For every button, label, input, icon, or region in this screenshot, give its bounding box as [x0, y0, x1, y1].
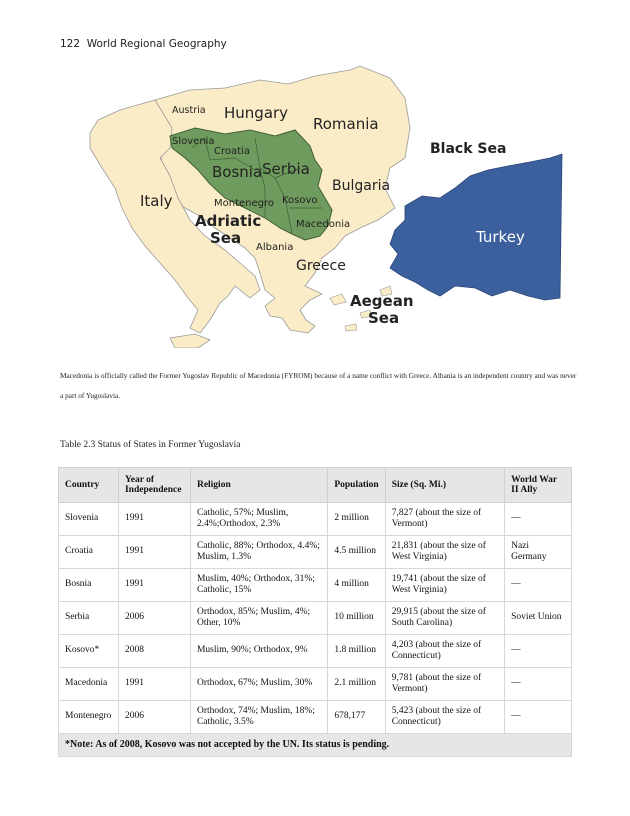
- cell-ally: —: [505, 503, 572, 536]
- table-row: [59, 668, 572, 701]
- cell-country: Bosnia: [59, 569, 119, 602]
- cell-population: 4 million: [328, 569, 385, 602]
- cell-religion: Orthodox, 67%; Muslim, 30%: [190, 668, 327, 701]
- map-label-adriatic-sea: Sea: [210, 229, 242, 247]
- cell-ally: —: [505, 569, 572, 602]
- cell-religion: Orthodox, 85%; Muslim, 4%; Other, 10%: [190, 602, 327, 635]
- cell-religion: Catholic, 88%; Orthodox, 4.4%; Muslim, 1.3%: [190, 536, 327, 569]
- map-label-turkey: Turkey: [476, 228, 525, 246]
- cell-size: 29,915 (about the size of South Carolina): [385, 602, 504, 635]
- cell-ally: —: [505, 668, 572, 701]
- header-ally: World War II Ally: [505, 468, 572, 503]
- cell-ally: —: [505, 635, 572, 668]
- cell-country: Macedonia: [59, 668, 119, 701]
- map-label-austria: Austria: [172, 105, 206, 116]
- map-label-croatia: Croatia: [214, 146, 250, 157]
- map-label-aegean-sea: Sea: [368, 309, 400, 327]
- cell-religion: Orthodox, 74%; Muslim, 18%; Catholic, 3.5%: [190, 701, 327, 734]
- page-header: [60, 38, 227, 50]
- cell-ally: Nazi Germany: [505, 536, 572, 569]
- cell-size: 4,203 (about the size of Connecticut): [385, 635, 504, 668]
- cell-country: Croatia: [59, 536, 119, 569]
- map-caption: Macedonia is officially called the Former Yugoslav Republic of Macedonia (FYROM) because of a name conflict with Greece. Albania is an independent country and was never a part of Yugoslavia.: [60, 371, 577, 400]
- cell-ally: Soviet Union: [505, 602, 572, 635]
- cell-year: 2006: [118, 602, 190, 635]
- cell-population: 2 million: [328, 503, 385, 536]
- cell-year: 2006: [118, 701, 190, 734]
- cell-country: Montenegro: [59, 701, 119, 734]
- table-row: [59, 569, 572, 602]
- cell-population: 4.5 million: [328, 536, 385, 569]
- cell-religion: Catholic, 57%; Muslim, 2.4%;Orthodox, 2.3%: [190, 503, 327, 536]
- cell-population: 1.8 million: [328, 635, 385, 668]
- map-label-slovenia: Slovenia: [172, 136, 215, 147]
- header-size: Size (Sq. Mi.): [385, 468, 504, 503]
- map-label-adriatic: Adriatic: [195, 212, 262, 230]
- table-title: Table 2.3 Status of States in Former Yugoslavia: [60, 440, 241, 450]
- states-table: [58, 467, 572, 757]
- cell-year: 1991: [118, 503, 190, 536]
- table-row: [59, 536, 572, 569]
- table-header-row: [59, 468, 572, 503]
- cell-population: 10 million: [328, 602, 385, 635]
- cell-population: 2.1 million: [328, 668, 385, 701]
- map-land-turkey: [390, 154, 562, 300]
- cell-year: 1991: [118, 536, 190, 569]
- cell-year: 1991: [118, 668, 190, 701]
- page-number: 122: [60, 38, 81, 50]
- cell-population: 678,177: [328, 701, 385, 734]
- map-label-albania: Albania: [256, 242, 294, 253]
- cell-ally: —: [505, 701, 572, 734]
- table-row: [59, 503, 572, 536]
- map-label-italy: Italy: [140, 192, 173, 210]
- table-row: [59, 602, 572, 635]
- map-label-hungary: Hungary: [224, 104, 289, 122]
- map-label-romania: Romania: [313, 115, 379, 133]
- cell-year: 1991: [118, 569, 190, 602]
- book-title: World Regional Geography: [86, 38, 227, 50]
- header-population: Population: [328, 468, 385, 503]
- cell-size: 21,831 (about the size of West Virginia): [385, 536, 504, 569]
- map-label-greece: Greece: [296, 258, 346, 274]
- map-label-bosnia: Bosnia: [212, 163, 263, 181]
- map-label-kosovo: Kosovo: [282, 195, 318, 206]
- table-row: [59, 701, 572, 734]
- cell-year: 2008: [118, 635, 190, 668]
- cell-country: Slovenia: [59, 503, 119, 536]
- table-note-row: [59, 734, 572, 757]
- map-island-1: [330, 294, 346, 305]
- header-religion: Religion: [190, 468, 327, 503]
- cell-country: Serbia: [59, 602, 119, 635]
- map-label-serbia: Serbia: [262, 160, 310, 178]
- cell-size: 5,423 (about the size of Connecticut): [385, 701, 504, 734]
- table-row: [59, 635, 572, 668]
- map-label-bulgaria: Bulgaria: [332, 178, 391, 194]
- map-land-sicily: [170, 334, 210, 348]
- map-label-aegean: Aegean: [350, 292, 414, 310]
- cell-religion: Muslim, 90%; Orthodox, 9%: [190, 635, 327, 668]
- header-country: Country: [59, 468, 119, 503]
- map-label-montenegro: Montenegro: [214, 198, 275, 209]
- header-year: Year of Independence: [118, 468, 190, 503]
- cell-size: 9,781 (about the size of Vermont): [385, 668, 504, 701]
- map-island-4: [345, 324, 357, 331]
- cell-size: 7,827 (about the size of Vermont): [385, 503, 504, 536]
- cell-religion: Muslim, 40%; Orthodox, 31%; Catholic, 15%: [190, 569, 327, 602]
- table-note: *Note: As of 2008, Kosovo was not accepted by the UN. Its status is pending.: [59, 734, 572, 757]
- map-label-macedonia: Macedonia: [296, 219, 351, 230]
- balkan-map: [60, 58, 572, 348]
- cell-country: Kosovo*: [59, 635, 119, 668]
- map-label-black-sea: Black Sea: [430, 141, 507, 157]
- cell-size: 19,741 (about the size of West Virginia): [385, 569, 504, 602]
